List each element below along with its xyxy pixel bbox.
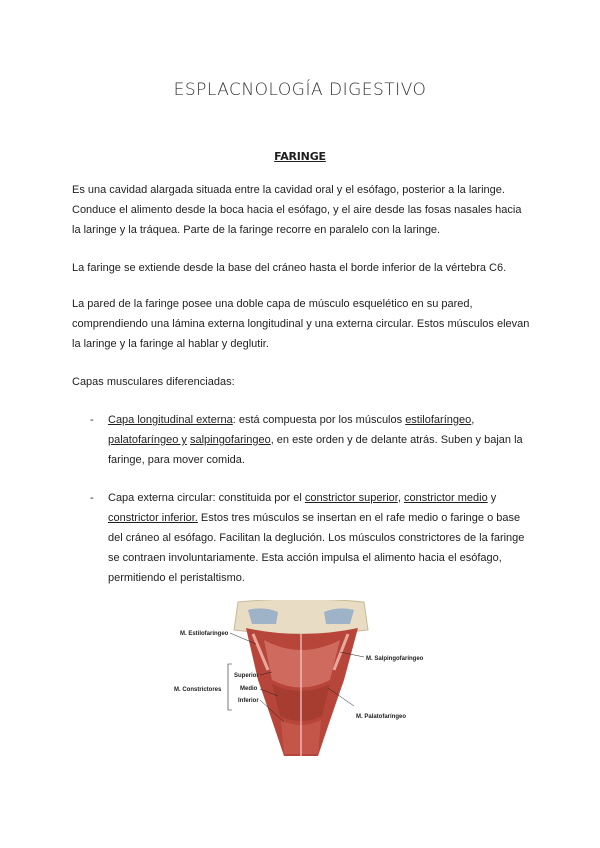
constrictor-medio: constrictor medio [403, 492, 488, 504]
constrictor-superior: constrictor superior [304, 492, 398, 504]
pharynx-muscles-illustration [168, 600, 434, 758]
muscle-estilofaringeo: estilofaríngeo [405, 414, 472, 426]
list-item-circular: Capa externa circular: constituida por el constrictor superior, constrictor medio y constrictor inferior. Estos tres músculos se insertan en el rafe medio o faringe o base del cráneo al esófago. Facilitan la deglución. Los músculos constrictores de la faringe se contraen involuntariamente. Esta acción impulsa el alimento hacia el esófago, permitiendo el peristaltismo. [108, 492, 525, 584]
list-bullet: - [90, 492, 94, 504]
skull-tissue-right [324, 608, 354, 624]
muscle-salpingofaringeo: salpingofaringeo [189, 434, 271, 446]
paragraph-layers-intro: Capas musculares diferenciadas: [72, 376, 235, 388]
label-inferior: Inferior [238, 698, 259, 704]
label-palatofaringeo: M. Palatofaríngeo [356, 714, 407, 720]
label-estilofaringeo: M. Estilofaríngeo [180, 631, 229, 637]
label-medio: Medio [240, 686, 258, 692]
constrictores-bracket [228, 664, 232, 710]
paragraph-definition: Es una cavidad alargada situada entre la cavidad oral y el esófago, posterior a la laringe. Conduce el alimento desde la boca hacia el esófago, y el aire desde las fosas nasales hacia la laringe y la tráquea. Parte de la faringe recorre en paralelo con la laringe. [72, 184, 522, 236]
page-title: ESPLACNOLOGÍA DIGESTIVO [173, 80, 427, 100]
list-item-longitudinal: Capa longitudinal externa: está compuesta por los músculos estilofaríngeo, palatofaríngeo y salpingofaringeo, en este orden y de delante atrás. Suben y bajan la faringe, para mover comida. [108, 414, 523, 466]
section-heading: FARINGE [274, 150, 326, 163]
constrictor-inferior: constrictor inferior. [108, 512, 198, 524]
label-constrictores: M. Constrictores [174, 687, 222, 693]
term-longitudinal: Capa longitudinal externa [108, 414, 233, 426]
list-bullet: - [90, 414, 94, 426]
label-salpingofaringeo: M. Salpingofaríngeo [366, 656, 424, 662]
paragraph-extension: La faringe se extiende desde la base del cráneo hasta el borde inferior de la vértebra C6. [72, 262, 507, 274]
skull-tissue-left [248, 608, 278, 624]
paragraph-wall: La pared de la faringe posee una doble capa de músculo esquelético en su pared, comprendiendo una lámina externa longitudinal y una externa circular. Estos músculos elevan la laringe y la faringe al hablar y deglutir. [72, 298, 530, 350]
label-superior: Superior [234, 673, 259, 679]
muscle-palatofaringeo: palatofaríngeo y [108, 434, 187, 446]
